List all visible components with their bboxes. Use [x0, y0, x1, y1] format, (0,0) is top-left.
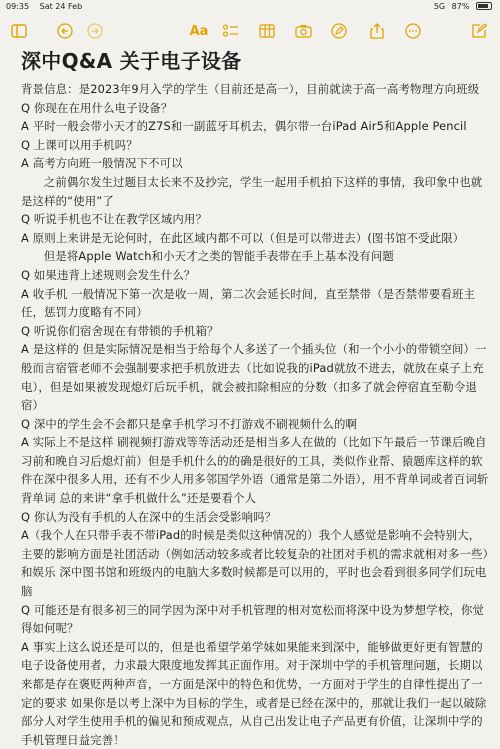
background-info[interactable]: 背景信息：是2023年9月入学的学生（目前还是高一），目前就读于高一高考物理方向班级: [21, 82, 480, 96]
answer-3-detail[interactable]: 但是将Apple Watch和小天才之类的智能手表带在手上基本没有问题: [43, 249, 394, 264]
answer-3[interactable]: A 原则上来讲是无论何时，在此区域内都不可以（但是可以带进去）(图书馆不受此限）: [21, 230, 465, 245]
question-1[interactable]: Q 你现在在用什么电子设备？: [21, 100, 173, 115]
compose-icon[interactable]: [466, 16, 492, 46]
signal-label: 5G: [433, 2, 446, 11]
share-icon[interactable]: [364, 16, 390, 46]
question-2[interactable]: Q 上课可以用手机吗？: [21, 137, 138, 152]
sidebar-icon[interactable]: [6, 16, 32, 46]
note-title[interactable]: 深中Q&A 关于电子设备: [21, 49, 242, 73]
toolbar: [0, 16, 500, 46]
answer-6[interactable]: A 实际上不是这样 刷视频打游戏等等活动还是相当多人在做的（比如下午最后一节课后晚自习前和晚自习后熄灯前）但是手机什么的的确是很好的工具，类似作业帮、猿题库这样的软件在深中很多人用，还有不少人用多邻国学外语（通常是第二外语），用不背单词或者百词斩背单词 总的来讲“拿手机做什么”还是要看个人: [21, 435, 489, 506]
answer-2-detail[interactable]: 之前偶尔发生过题目太长来不及抄完，学生一起用手机拍下这样的事情，我印象中也就是这样的“使用”了: [21, 174, 483, 208]
answer-1[interactable]: A 平时一般会带小天才的Z7S和一副蓝牙耳机去，偶尔带一台iPad Air5和Apple Pencil: [21, 119, 467, 134]
answer-8[interactable]: A 事实上这么说还是可以的，但是也希望学弟学妹如果能来到深中，能够做更好更有智慧的电子设备使用者，力求最大限度地发挥其正面作用。对于深圳中学的手机管理问题，长期以来都是存在褒贬两种声音，一方面是深中的特色和优势，一方面对于学生的自律性提出了一定的要求 如果你是以考上深中为目标的学生，或者是已经在深中的，那就让我们一起以破除部分人对学生使用手机的偏见和预成观点，从自己出发让电子产品更有价值，让深圳中学的手机管理日益完善！: [21, 639, 487, 747]
question-6[interactable]: Q 深中的学生会不会都只是拿手机学习不打游戏不刷视频什么的啊: [21, 416, 358, 431]
status-bar: [0, 0, 500, 14]
question-4[interactable]: Q 如果违背上述规则会发生什么？: [21, 267, 196, 282]
camera-icon[interactable]: [290, 16, 316, 46]
answer-5[interactable]: A 是这样的 但是实际情况是相当于给每个人多送了一个插头位（和一个小小的带锁空间）一般而言宿管老师不会强制要求把手机放进去（比如说我的iPad就放不进去，就放在桌子上充电），但是如果被发现熄灯后玩手机，就会被扣除相应的分数（扣多了就会停宿直至勒令退宿）: [21, 342, 487, 413]
note-body[interactable]: [21, 46, 491, 749]
checklist-icon[interactable]: [218, 16, 244, 46]
answer-4[interactable]: A 收手机 一般情况下第一次是收一周，第二次会延长时间，直至禁带（是否禁带要看班主任，惩罚力度略有不同）: [21, 286, 476, 320]
undo-icon[interactable]: [52, 16, 78, 46]
more-icon[interactable]: [400, 16, 426, 46]
markup-icon[interactable]: [326, 16, 352, 46]
table-icon[interactable]: [254, 16, 280, 46]
text-format-icon[interactable]: Aa: [189, 23, 209, 39]
question-7[interactable]: Q 你认为没有手机的人在深中的生活会受影响吗？: [21, 509, 277, 524]
answer-2[interactable]: A 高考方向班一般情况下不可以: [21, 156, 183, 171]
question-8[interactable]: Q 可能还是有很多初三的同学因为深中对手机管理的相对宽松而将深中设为梦想学校，你觉得如何呢？: [21, 602, 484, 636]
redo-icon[interactable]: [82, 16, 108, 46]
question-3[interactable]: Q 听说手机也不让在教学区域内用？: [21, 212, 207, 227]
answer-7[interactable]: A（我个人在只带手表不带iPad的时候是类似这种情况的）我个人感觉是影响不会特别大，主要的影响方面是社团活动（例如活动较多或者比较复杂的社团对手机的需求就相对多一些）和娱乐 深中图书馆和班级内的电脑大多数时候都是可以用的，平时也会看到很多同学们玩电脑: [21, 528, 489, 599]
battery-label: 87%: [451, 2, 470, 11]
status-date: Sat 24 Feb: [39, 2, 83, 11]
question-5[interactable]: Q 听说你们宿舍现在有带锁的手机箱？: [21, 323, 219, 338]
battery-icon: [476, 2, 492, 10]
status-time: 09:35: [6, 2, 30, 11]
